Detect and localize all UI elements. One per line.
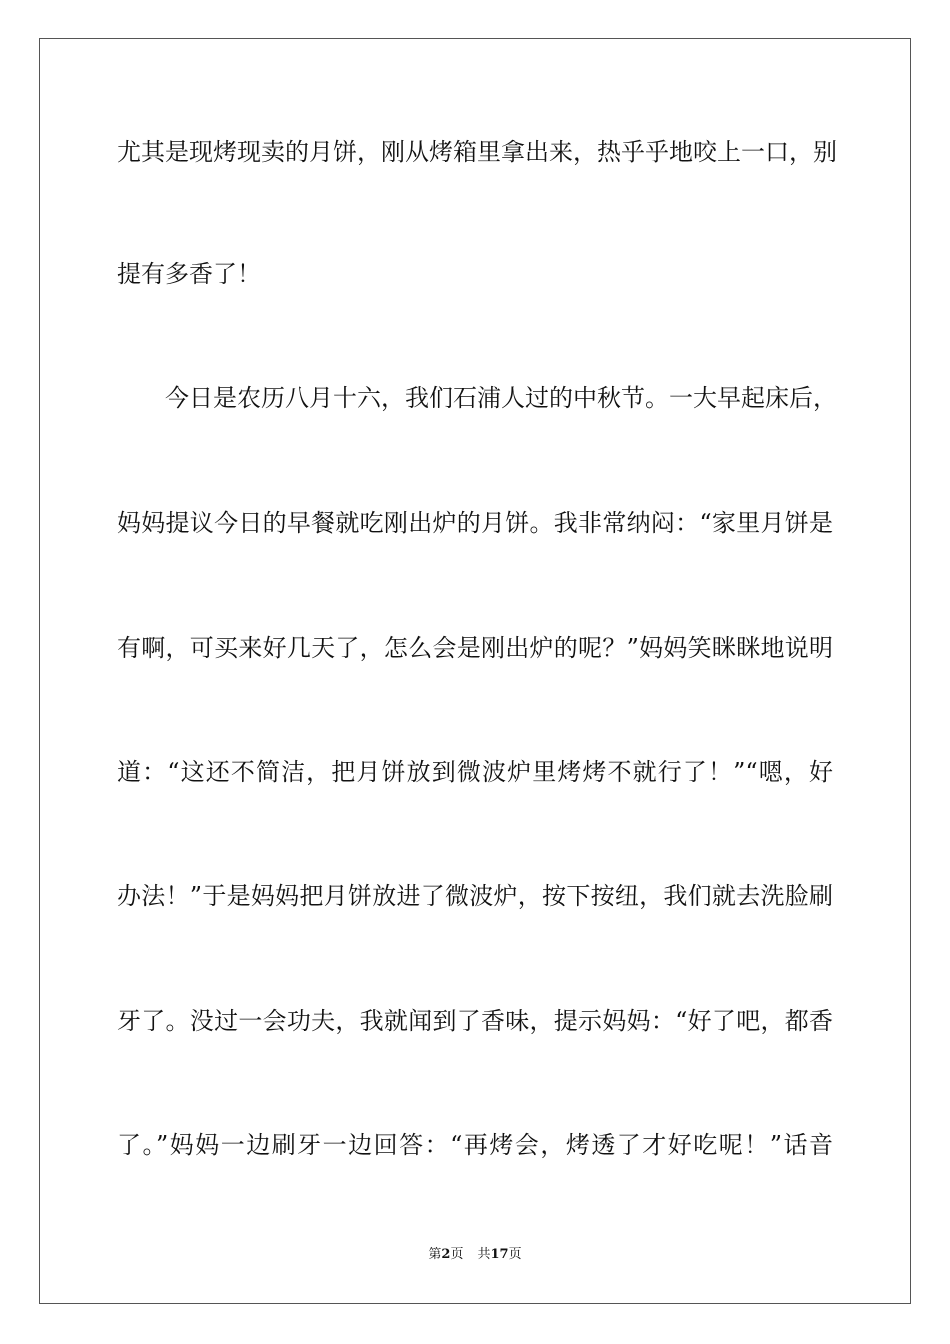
page-border bbox=[39, 38, 911, 1304]
footer-page-prefix: 第 bbox=[428, 1247, 442, 1262]
body-line-5: 有啊，可买来好几天了，怎么会是刚出炉的呢？”妈妈笑眯眯地说明 bbox=[117, 634, 833, 662]
body-line-7: 办法！”于是妈妈把月饼放进了微波炉，按下按纽，我们就去洗脸刷 bbox=[117, 882, 833, 910]
body-line-2: 提有多香了！ bbox=[117, 260, 261, 288]
footer-total-suffix: 页 bbox=[508, 1247, 522, 1262]
footer-page-number: 2 bbox=[441, 1247, 451, 1262]
body-line-3: 今日是农历八月十六，我们石浦人过的中秋节。一大早起床后， bbox=[117, 384, 837, 412]
body-line-1: 尤其是现烤现卖的月饼，刚从烤箱里拿出来，热乎乎地咬上一口，别 bbox=[117, 138, 837, 166]
page-footer bbox=[0, 1246, 950, 1264]
body-line-8: 牙了。没过一会功夫，我就闻到了香味，提示妈妈：“好了吧，都香 bbox=[117, 1007, 833, 1035]
body-line-6: 道：“这还不简洁，把月饼放到微波炉里烤烤不就行了！”“嗯，好 bbox=[117, 758, 833, 786]
footer-total-prefix: 共 bbox=[477, 1247, 491, 1262]
footer-page-suffix: 页 bbox=[450, 1247, 464, 1262]
body-line-4: 妈妈提议今日的早餐就吃刚出炉的月饼。我非常纳闷：“家里月饼是 bbox=[117, 509, 833, 537]
footer-total-number: 17 bbox=[490, 1247, 509, 1262]
body-line-9: 了。”妈妈一边刷牙一边回答：“再烤会，烤透了才好吃呢！”话音 bbox=[117, 1131, 833, 1159]
